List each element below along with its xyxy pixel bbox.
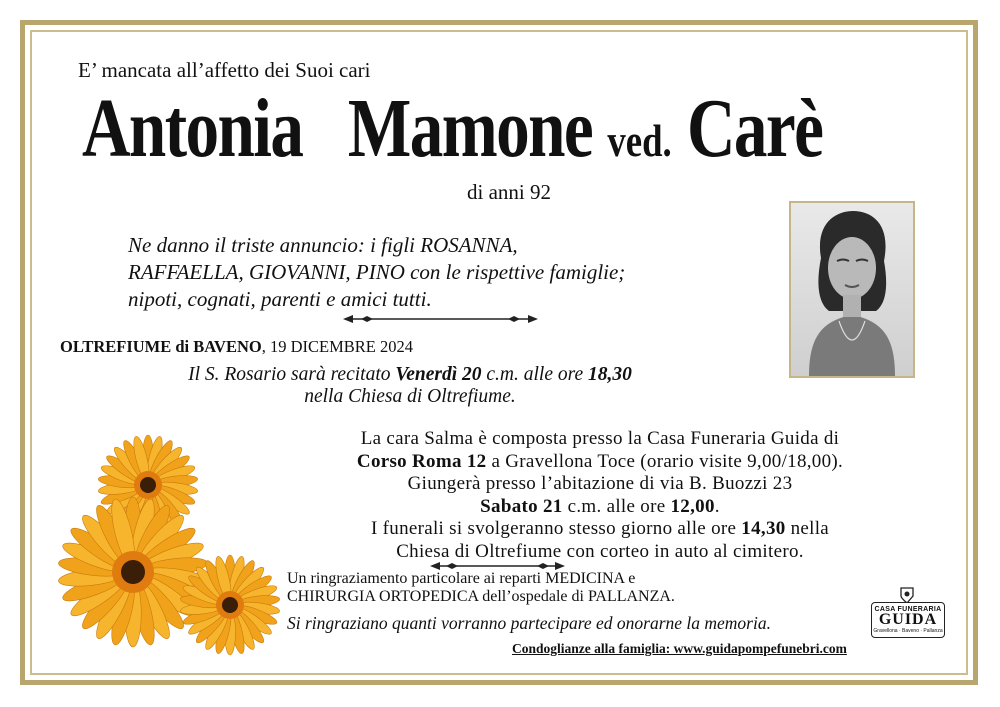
details-line: I funerali si svolgeranno stesso giorno alle ore (370, 518, 742, 539)
details-line: c.m. alle ore (562, 495, 671, 517)
flowers-decoration (55, 430, 285, 660)
rosary-text: Il S. Rosario sarà recitato (188, 364, 396, 385)
thanks-line: Un ringraziamento particolare ai reparti MEDICINA e (287, 570, 636, 587)
married-name: Carè (686, 82, 823, 175)
thanks-participants: Si ringraziano quanti vorranno partecipare ed onorarne la memoria. (287, 613, 771, 633)
place-name: OLTREFIUME di BAVENO (60, 337, 262, 356)
details-line: Chiesa di Oltrefiume con corteo in auto al cimitero. (396, 540, 804, 562)
age-line: di anni 92 (467, 180, 551, 204)
surname: Mamone (347, 82, 593, 175)
intro-line: E’ mancata all’affetto dei Suoi cari (78, 58, 371, 82)
details-line: Giungerà presso l’abitazione di via B. Buozzi 23 (407, 473, 793, 494)
day-bold: Sabato 21 (480, 495, 563, 517)
funeral-home-logo (865, 586, 949, 644)
announce-line: RAFFAELLA, GIOVANNI, PINO con le rispettive famiglie; (128, 260, 626, 284)
rosary-text: c.m. alle ore (481, 364, 589, 385)
rosary-day: Venerdì 20 (395, 364, 482, 385)
ved-label: ved. (607, 115, 672, 166)
details-line: a Gravellona Toce (orario visite 9,00/18,00). (486, 450, 844, 472)
portrait-photo (789, 201, 915, 378)
announcement (128, 232, 625, 313)
rosary-time: 18,30 (588, 364, 632, 385)
time-bold: 14,30 (741, 518, 786, 539)
thanks-line: CHIRURGIA ORTOPEDICA dell’ospedale di PALLANZA. (287, 588, 675, 605)
details-line: . (714, 495, 720, 517)
logo-main-text: GUIDA (878, 611, 938, 628)
address-bold: Corso Roma 12 (356, 450, 487, 472)
rosary-info (100, 364, 720, 408)
thanks-hospital (287, 570, 847, 606)
date: , 19 DICEMBRE 2024 (261, 337, 413, 356)
divider-ornament (343, 314, 538, 324)
funeral-details (262, 428, 938, 563)
first-name: Antonia (82, 82, 303, 175)
announce-line: Ne danno il triste annuncio: i figli ROSANNA, (128, 233, 518, 257)
details-line: La cara Salma è composta presso la Casa Funeraria Guida di (360, 428, 840, 449)
deceased-name (82, 80, 822, 177)
logo-sub-text: Gravellona · Baveno · Pallanza (873, 628, 943, 634)
time-bold: 12,00 (670, 495, 715, 517)
logo-top-text: CASA FUNERARIA (874, 606, 942, 613)
announce-line: nipoti, cognati, parenti e amici tutti. (128, 287, 432, 311)
condolences-link[interactable]: Condoglianze alla famiglia: www.guidapompefunebri.com (512, 641, 847, 656)
place-date (60, 337, 413, 357)
details-line: nella (785, 518, 830, 539)
logo-box (871, 602, 945, 638)
rosary-church: nella Chiesa di Oltrefiume. (304, 386, 516, 407)
flower-large (58, 497, 209, 647)
